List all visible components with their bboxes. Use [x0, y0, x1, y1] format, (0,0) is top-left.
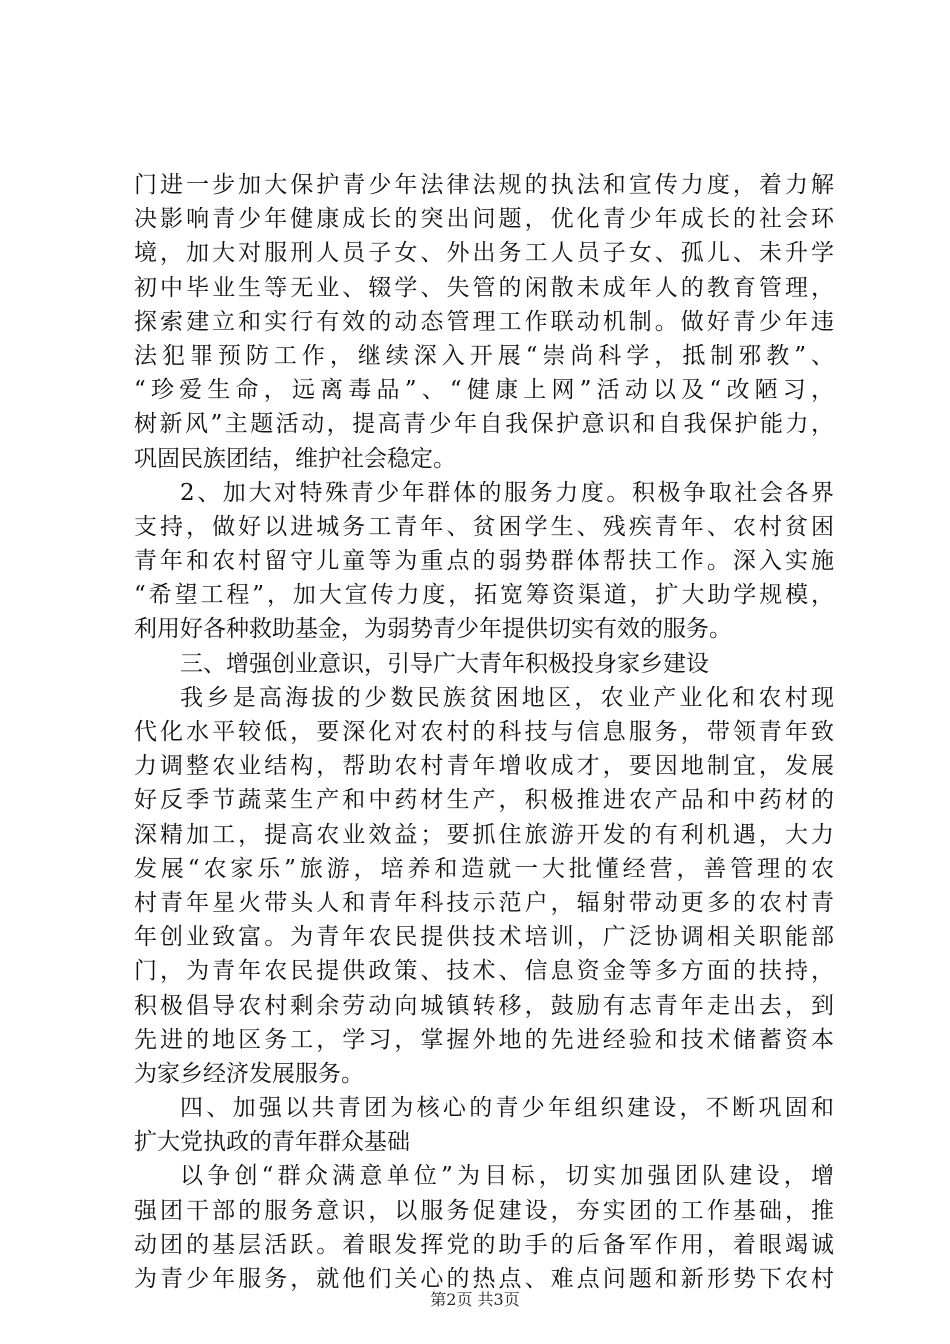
text-line: 为家乡经济发展服务。: [134, 1060, 364, 1087]
text-line: “希望工程”，加大宣传力度，拓宽筹资渠道，扩大助学规模，: [134, 582, 834, 609]
text-line: 境，加大对服刑人员子女、外出务工人员子女、孤儿、未升学: [134, 240, 834, 267]
text-line: 动团的基层活跃。着眼发挥党的助手的后备军作用，着眼竭诚: [134, 1231, 834, 1258]
text-line: 利用好各种救助基金，为弱势青少年提供切实有效的服务。: [134, 616, 732, 643]
text-line: 巩固民族团结，维护社会稳定。: [134, 445, 456, 472]
text-line: 我乡是高海拔的少数民族贫困地区，农业产业化和农村现: [180, 684, 834, 711]
text-line: 发展“农家乐”旅游，培养和造就一大批懂经营，善管理的农: [134, 855, 834, 882]
text-line: 三、增强创业意识，引导广大青年积极投身家乡建设: [180, 650, 709, 677]
text-line: 村青年星火带头人和青年科技示范户，辐射带动更多的农村青: [134, 889, 834, 916]
text-line: 门，为青年农民提供政策、技术、信息资金等多方面的扶持，: [134, 958, 834, 985]
text-line: 深精加工，提高农业效益；要抓住旅游开发的有利机遇，大力: [134, 821, 834, 848]
text-line: 代化水平较低，要深化对农村的科技与信息服务，带领青年致: [134, 719, 834, 745]
text-line: 2、加大对特殊青少年群体的服务力度。积极争取社会各界: [180, 479, 834, 506]
text-line: 年创业致富。为青年农民提供技术培训，广泛协调相关职能部: [134, 924, 834, 951]
text-line: 为青少年服务，就他们关心的热点、难点问题和新形势下农村: [134, 1266, 834, 1292]
text-line: 支持，做好以进城务工青年、贫困学生、残疾青年、农村贫困: [134, 513, 834, 540]
page-footer: 第2页 共3页: [430, 1290, 520, 1309]
text-line: 决影响青少年健康成长的突出问题，优化青少年成长的社会环: [134, 206, 834, 233]
text-line: 积极倡导农村剩余劳动向城镇转移，鼓励有志青年走出去，到: [134, 992, 834, 1019]
text-line: 青年和农村留守儿童等为重点的弱势群体帮扶工作。深入实施: [134, 548, 834, 575]
text-line: “珍爱生命，远离毒品”、“健康上网”活动以及“改陋习，: [134, 377, 834, 404]
text-line: 法犯罪预防工作，继续深入开展“崇尚科学，抵制邪教”、: [134, 342, 834, 369]
text-line: 力调整农业结构，帮助农村青年增收成才，要因地制宜，发展: [134, 753, 834, 780]
text-line: 门进一步加大保护青少年法律法规的执法和宣传力度，着力解: [134, 172, 834, 198]
text-line: 扩大党执政的青年群众基础: [134, 1129, 410, 1156]
text-line: 强团干部的服务意识，以服务促建设，夯实团的工作基础，推: [134, 1197, 834, 1224]
text-line: 树新风”主题活动，提高青少年自我保护意识和自我保护能力，: [134, 411, 834, 438]
text-line: 先进的地区务工，学习，掌握外地的先进经验和技术储蓄资本: [134, 1026, 834, 1053]
text-line: 四、加强以共青团为核心的青少年组织建设，不断巩固和: [180, 1095, 834, 1122]
document-body: [134, 168, 834, 1296]
text-line: 探索建立和实行有效的动态管理工作联动机制。做好青少年违: [134, 308, 834, 335]
text-line: 以争创“群众满意单位”为目标，切实加强团队建设，增: [180, 1163, 834, 1190]
text-line: 好反季节蔬菜生产和中药材生产，积极推进农产品和中药材的: [134, 787, 834, 814]
text-line: 初中毕业生等无业、辍学、失管的闲散未成年人的教育管理，: [134, 274, 834, 301]
